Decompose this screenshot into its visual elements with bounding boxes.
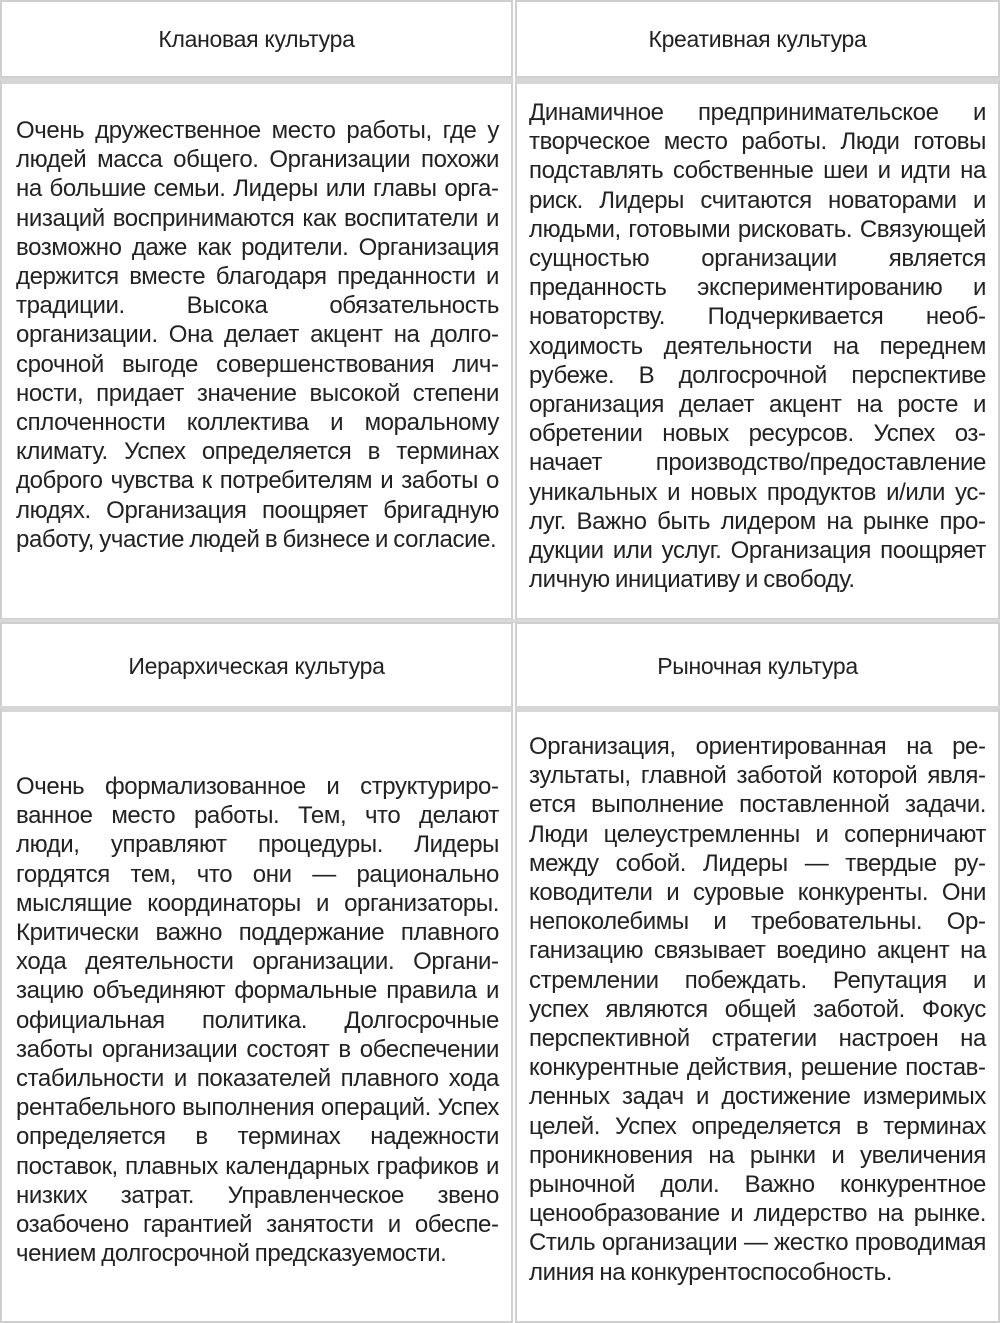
clan-culture-title: Клановая культура [158, 25, 355, 52]
hierarchy-culture-header [0, 622, 513, 710]
market-culture-text: Организация, ориентированная на результаты, главной заботой которой является выполнение поставленной задачи. Люди целеустремленны и соперничают между собой. Лидеры — твердые руководители и суровые конкуренты. Они непоколебимы и требовательны. Организацию связывает воедино акцент на стремлении побеждать. Репутация и успех являются общей заботой. Фокус перспективной стратегии настроен на конкурентные действия, решение поставленных задач и достижение измеримых целей. Успех определяется в терминах проникновения на рынки и увеличения рыночной доли. Важно конкурентное ценообразование и лидерство на рынке. Стиль организации — жестко проводимая линия на конкурентоспособность. [529, 733, 986, 1286]
clan-culture-description [0, 78, 513, 620]
clan-culture-text: Очень дружественное место работы, где у людей масса общего. Организации похожи на большие семьи. Лидеры или главы организаций воспринимаются как воспитатели и возможно даже как родители. Организация держится вместе благодаря преданности и традиции. Высока обязательность организации. Она делает акцент на долгосрочной выгоде совершенствования личности, придает значение высокой степени сплоченности коллектива и моральному климату. Успех определяется в терминах доброго чувства к потребителям и заботы о людях. Организация поощряет бригадную работу, участие людей в бизнесе и согласие. [16, 117, 499, 553]
market-culture-description [515, 706, 1000, 1323]
market-culture-header [515, 622, 1000, 710]
creative-culture-description [515, 78, 1000, 620]
creative-culture-text: Динамичное предпринимательское и творческое место работы. Люди готовы подставлять собственные шеи и идти на риск. Лидеры считаются новаторами и людьми, готовыми рисковать. Связующей сущностью организации является преданность экспериментированию и новаторству. Подчеркивается необходимость деятельности на переднем рубеже. В долгосрочной перспективе организация делает акцент на росте и обретении новых ресурсов. Успех означает производство/предоставление уникальных и новых продуктов и/или услуг. Важно быть лидером на рынке продукции или услуг. Организация поощряет личную инициативу и свободу. [529, 99, 986, 594]
creative-culture-header [515, 0, 1000, 78]
market-culture-title: Рыночная культура [657, 652, 858, 679]
hierarchy-culture-description [0, 706, 513, 1323]
clan-culture-header [0, 0, 513, 78]
creative-culture-title: Креативная культура [648, 25, 867, 52]
hierarchy-culture-title: Иерархическая культура [128, 652, 385, 679]
hierarchy-culture-text: Очень формализованное и структурированное место работы. Тем, что делают люди, управляют процедуры. Лидеры гордятся тем, что они — рационально мыслящие координаторы и организаторы. Критически важно поддержание плавного хода деятельности организации. Организацию объединяют формальные правила и официальная политика. Долгосрочные заботы организации состоят в обеспечении стабильности и показателей плавного хода рентабельного выполнения операций. Успех определяется в терминах надежности поставок, плавных календарных графиков и низких затрат. Управленческое звено озабочено гарантией занятости и обеспечением долгосрочной предсказуемости. [16, 773, 499, 1268]
